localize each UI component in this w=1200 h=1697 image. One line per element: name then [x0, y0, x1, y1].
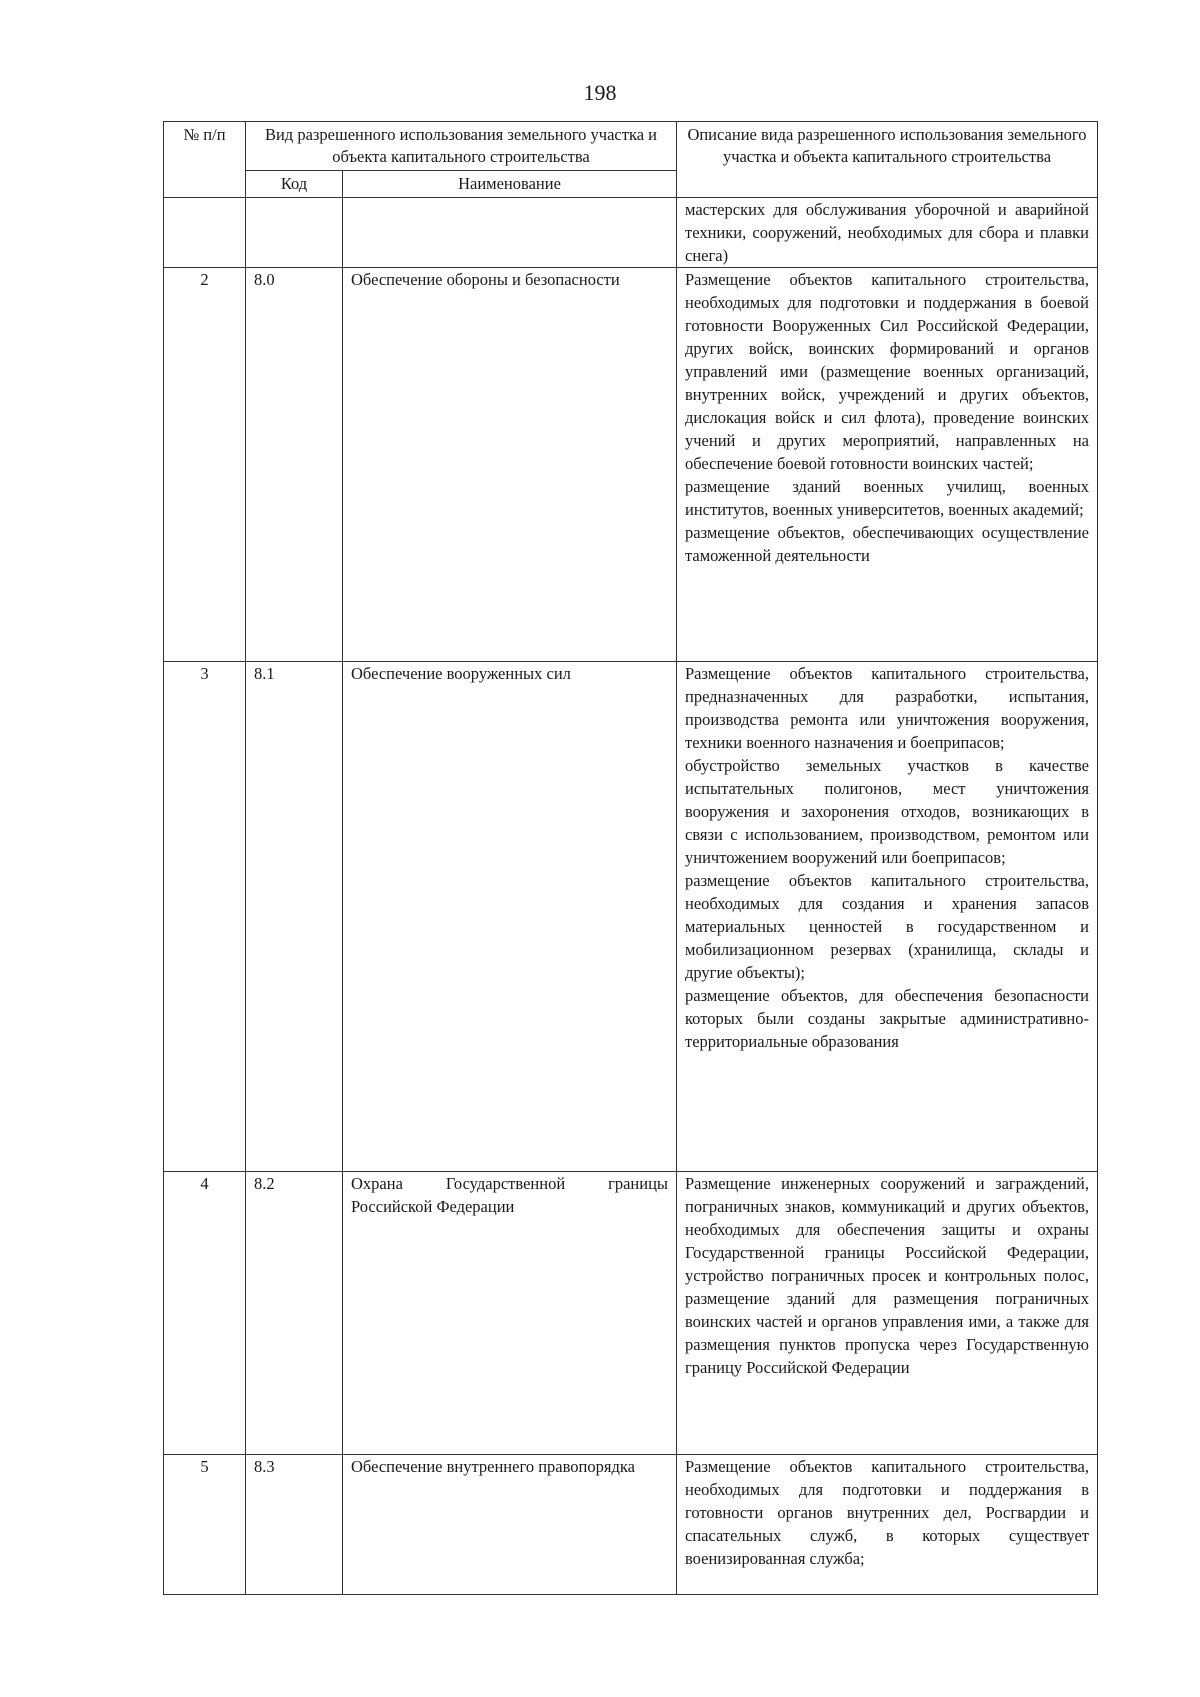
row-name	[343, 198, 677, 268]
table-row	[164, 1455, 1098, 1595]
description-paragraph: Размещение инженерных сооружений и заграждений, пограничных знаков, коммуникаций и других объектов, необходимых для обеспечения защиты и охраны Государственной границы Российской Федерации, устройство пограничных просек и контрольных полос, размещение зданий для размещения пограничных воинских частей и органов управления ими, а также для размещения пунктов пропуска через Государственную границу Российской Федерации	[685, 1174, 1089, 1377]
table-row	[164, 268, 1098, 662]
description-paragraph: Размещение объектов капитального строительства, необходимых для подготовки и поддержания в боевой готовности Вооруженных Сил Российской Федерации, других войск, воинских формирований и органов управлений ими (размещение военных организаций, внутренних войск, учреждений и других объектов, дислокация войск и сил флота), проведение воинских учений и других мероприятий, направленных на обеспечение боевой готовности воинских частей;	[685, 270, 1089, 473]
row-num: 5	[164, 1455, 246, 1595]
row-description	[677, 1172, 1098, 1455]
row-code: 8.3	[246, 1455, 343, 1595]
row-code	[246, 198, 343, 268]
page-number: 198	[583, 80, 617, 105]
row-description	[677, 662, 1098, 1172]
row-name: Обеспечение внутреннего правопорядка	[343, 1455, 677, 1595]
table-row	[164, 1172, 1098, 1455]
header-name: Наименование	[343, 171, 677, 198]
description-paragraph: размещение объектов, обеспечивающих осуществление таможенной деятельности	[685, 523, 1089, 565]
row-code: 8.1	[246, 662, 343, 1172]
description-paragraph: обустройство земельных участков в качестве испытательных полигонов, мест уничтожения вооружения и захоронения отходов, возникающих в связи с использованием, производством, ремонтом или уничтожением вооружений или боеприпасов;	[685, 756, 1089, 867]
row-description	[677, 1455, 1098, 1595]
row-code: 8.0	[246, 268, 343, 662]
description-paragraph: размещение зданий военных училищ, военных институтов, военных университетов, военных академий;	[685, 477, 1089, 519]
description-paragraph: Размещение объектов капитального строительства, необходимых для подготовки и поддержания в готовности органов внутренних дел, Росгвардии и спасательных служб, в которых существует военизированная служба;	[685, 1457, 1089, 1568]
header-row-1	[164, 122, 1098, 171]
table-row	[164, 662, 1098, 1172]
row-name: Обеспечение вооруженных сил	[343, 662, 677, 1172]
row-num: 3	[164, 662, 246, 1172]
row-description	[677, 198, 1098, 268]
land-use-table	[163, 121, 1098, 1595]
header-group: Вид разрешенного использования земельного участка и объекта капитального строительства	[246, 122, 677, 171]
row-name: Обеспечение обороны и безопасности	[343, 268, 677, 662]
row-num: 2	[164, 268, 246, 662]
header-code: Код	[246, 171, 343, 198]
description-paragraph: Размещение объектов капитального строительства, предназначенных для разработки, испытания, производства ремонта или уничтожения вооружения, техники военного назначения и боеприпасов;	[685, 664, 1089, 752]
header-description: Описание вида разрешенного использования земельного участка и объекта капитального строительства	[677, 122, 1098, 198]
row-num: 4	[164, 1172, 246, 1455]
table-row	[164, 198, 1098, 268]
row-code: 8.2	[246, 1172, 343, 1455]
description-paragraph: мастерских для обслуживания уборочной и аварийной техники, сооружений, необходимых для сбора и плавки снега)	[685, 200, 1089, 265]
description-paragraph: размещение объектов, для обеспечения безопасности которых были созданы закрытые административно-территориальные образования	[685, 986, 1089, 1051]
description-paragraph: размещение объектов капитального строительства, необходимых для создания и хранения запасов материальных ценностей в государственном и мобилизационном резервах (хранилища, склады и другие объекты);	[685, 871, 1089, 982]
row-num	[164, 198, 246, 268]
header-num: № п/п	[164, 122, 246, 198]
row-name: Охрана Государственной границы Российской Федерации	[343, 1172, 677, 1455]
row-description	[677, 268, 1098, 662]
